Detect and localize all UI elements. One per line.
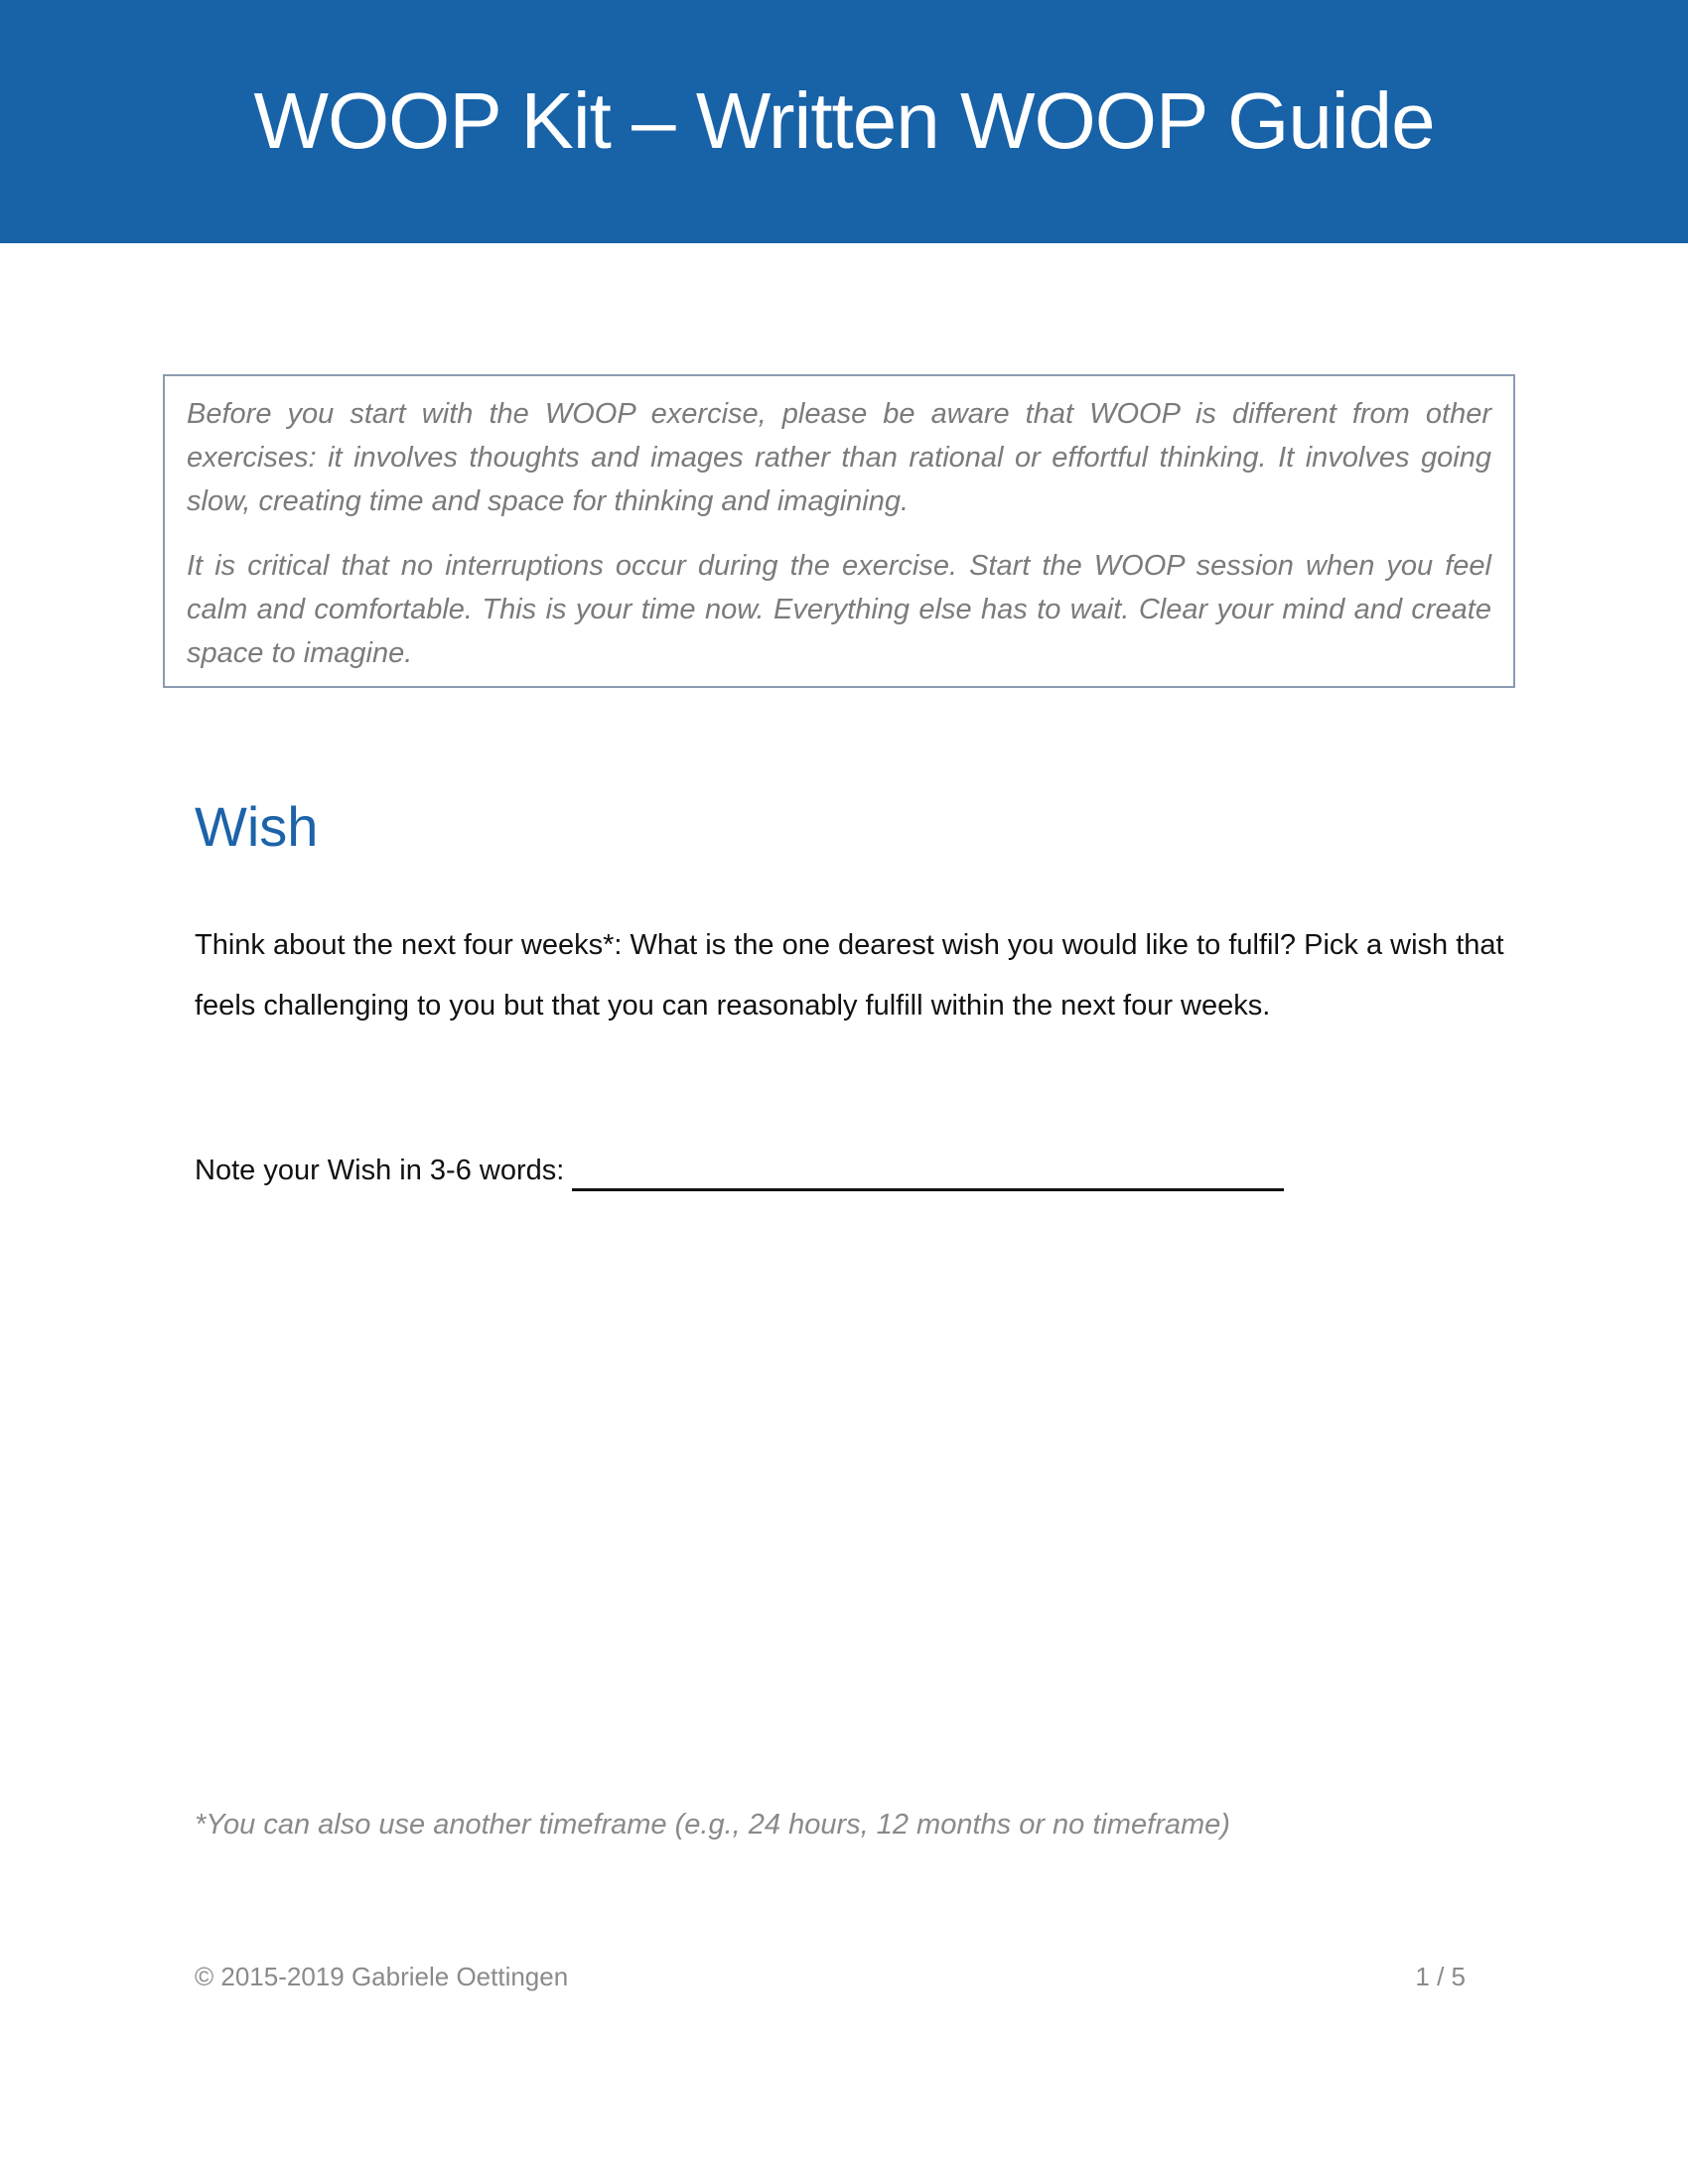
wish-prompt: Think about the next four weeks*: What is the one dearest wish you would like to fulfil? Pick a wish that feels challenging to you but that you can reasonably fulfill within the next four weeks. (195, 929, 1504, 1022)
instructions-box (163, 374, 1515, 688)
document-title: WOOP Kit – Written WOOP Guide (253, 75, 1435, 165)
header-banner (0, 0, 1688, 243)
page-number: 1 / 5 (1415, 1962, 1466, 1991)
section-heading-wish: Wish (195, 795, 319, 858)
instructions-paragraph: It is critical that no interruptions occur during the exercise. Start the WOOP session when you feel calm and comfortable. This is your time now. Everything else has to wait. Clear your mind and create space to imagine. (187, 550, 1491, 669)
footnote: *You can also use another timeframe (e.g., 24 hours, 12 months or no timeframe) (195, 1809, 1230, 1841)
wish-field-label: Note your Wish in 3-6 words: (195, 1155, 565, 1186)
instructions-paragraph: Before you start with the WOOP exercise, please be aware that WOOP is different from other exercises: it involves thoughts and images rather than rational or effortful thinking. It involves going slow, creating time and space for thinking and imagining. (187, 398, 1491, 517)
wish-input[interactable] (572, 1153, 1284, 1191)
wish-entry-row (195, 1150, 1284, 1191)
copyright: © 2015-2019 Gabriele Oettingen (195, 1962, 569, 1991)
